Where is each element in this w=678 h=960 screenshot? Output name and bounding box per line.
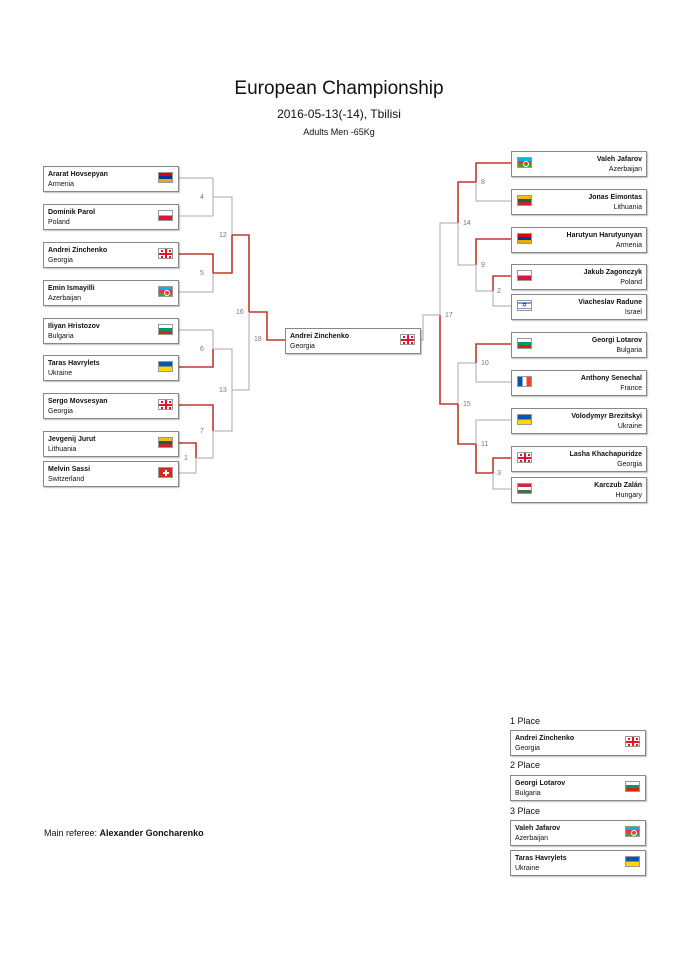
- competitor-box-right: [511, 294, 647, 320]
- match-number: 8: [481, 179, 485, 186]
- competitor-country: Georgia: [617, 461, 642, 468]
- first-place-box: [510, 730, 646, 756]
- poland-flag-icon: [158, 210, 173, 221]
- armenia-flag-icon: [517, 233, 532, 244]
- israel-flag-icon: ✡: [517, 300, 532, 311]
- competitor-country: Bulgaria: [515, 790, 541, 797]
- winner-path-line: [213, 235, 232, 273]
- competitor-box-left: [43, 204, 179, 230]
- third-place-label: 3 Place: [510, 806, 541, 816]
- bracket-line: [196, 431, 213, 458]
- competitor-name: Melvin Sassi: [48, 466, 91, 473]
- competitor-box-right: [511, 332, 647, 358]
- second-place-label: 2 Place: [510, 760, 541, 770]
- competitor-country: Georgia: [515, 745, 540, 752]
- competitor-country: Azerbaijan: [48, 295, 82, 302]
- match-number: 15: [463, 401, 471, 408]
- match-number: 18: [254, 336, 262, 343]
- competitor-name: Jonas Eimontas: [588, 194, 642, 201]
- match-number: 13: [219, 387, 227, 394]
- switzerland-flag-icon: [158, 467, 173, 478]
- page-title: European Championship: [234, 78, 444, 99]
- competitor-name: Volodymyr Brezitskyi: [571, 413, 642, 420]
- competitor-name: Harutyun Harutyunyan: [566, 232, 642, 239]
- competitor-box-left: [43, 280, 179, 306]
- competitor-box-left: [43, 166, 179, 192]
- competitor-country: Azerbaijan: [608, 166, 642, 173]
- competitor-country: Georgia: [48, 257, 73, 264]
- georgia-flag-icon: [625, 736, 640, 747]
- ukraine-flag-icon: [158, 361, 173, 372]
- match-number: 2: [497, 288, 501, 295]
- competitor-country: Bulgaria: [616, 347, 642, 354]
- winner-path-line: [493, 276, 511, 291]
- match-number: 5: [200, 270, 204, 277]
- ukraine-flag-icon: [625, 856, 640, 867]
- hungary-flag-icon: [517, 483, 532, 494]
- competitor-box-left: [43, 318, 179, 344]
- azerbaijan-flag-icon: [517, 157, 532, 168]
- third-place-box: [510, 820, 646, 846]
- armenia-flag-icon: [158, 172, 173, 183]
- first-place-label: 1 Place: [510, 716, 541, 726]
- competitor-country: Hungary: [615, 492, 642, 499]
- competitor-country: Ukraine: [48, 370, 73, 377]
- competitor-name: Iliyan Hristozov: [48, 323, 100, 330]
- competitor-box-right: [511, 408, 647, 434]
- competitor-name: Dominik Parol: [48, 209, 96, 216]
- bulgaria-flag-icon: [517, 338, 532, 349]
- bracket-line: [213, 349, 232, 390]
- event-date-location: 2016-05-13(-14), Tbilisi: [277, 107, 401, 121]
- match-number: 4: [200, 194, 204, 201]
- weight-category: Adults Men -65Kg: [303, 127, 375, 137]
- competitor-name: Jevgenij Jurut: [48, 436, 96, 443]
- bracket-line: [213, 390, 232, 431]
- competitor-box-right: [511, 189, 647, 215]
- competitor-country: Armenia: [615, 242, 642, 249]
- georgia-flag-icon: [158, 399, 173, 410]
- winner-path-line: [493, 458, 511, 473]
- competitor-name: Georgi Lotarov: [515, 780, 566, 787]
- match-number: 6: [200, 346, 204, 353]
- bracket-line: [213, 197, 232, 235]
- bracket-line: [458, 363, 476, 404]
- competitor-box-left: [43, 431, 179, 457]
- competitor-box-left: [43, 242, 179, 268]
- competitor-country: Ukraine: [617, 423, 642, 430]
- poland-flag-icon: [517, 270, 532, 281]
- winner-path-line: [178, 254, 213, 273]
- competitor-name: Georgi Lotarov: [591, 337, 642, 344]
- bracket-line: [178, 273, 213, 292]
- competitor-country: Armenia: [48, 181, 75, 188]
- bracket-line: [440, 223, 458, 315]
- competitor-name: Valeh Jafarov: [596, 156, 642, 163]
- match-number: 3: [497, 470, 501, 477]
- competitor-box-right: [511, 370, 647, 396]
- winner-path-line: [178, 349, 213, 367]
- competitor-country: Bulgaria: [48, 333, 74, 340]
- competitor-name: Andrei Zinchenko: [515, 735, 575, 742]
- match-number: 16: [236, 309, 244, 316]
- competitor-country: Georgia: [290, 343, 315, 350]
- winner-path-line: [458, 182, 476, 223]
- competitor-country: Switzerland: [48, 476, 85, 483]
- bracket-line: [178, 178, 213, 216]
- match-number: 14: [463, 220, 471, 227]
- competitor-name: Taras Havrylets: [48, 360, 100, 367]
- final-box: [285, 328, 421, 354]
- match-number: 10: [481, 360, 489, 367]
- competitor-box-right: [511, 477, 647, 503]
- bracket-line: [493, 291, 511, 306]
- georgia-flag-icon: [158, 248, 173, 259]
- referee-name: Alexander Goncharenko: [99, 828, 204, 838]
- bracket-line: [493, 473, 511, 489]
- competitor-country: France: [620, 385, 642, 392]
- main-referee: [44, 828, 204, 838]
- competitor-country: Poland: [620, 279, 642, 286]
- azerbaijan-flag-icon: [625, 826, 640, 837]
- bracket-line: [232, 312, 249, 390]
- second-place-box: [510, 775, 646, 801]
- match-number: 9: [481, 262, 485, 269]
- competitor-box-left: [43, 355, 179, 381]
- lithuania-flag-icon: [158, 437, 173, 448]
- competitor-country: Azerbaijan: [515, 835, 549, 842]
- competitor-box-left: [43, 461, 179, 487]
- competitor-country: Georgia: [48, 408, 73, 415]
- competitor-name: Andrei Zinchenko: [290, 333, 350, 340]
- france-flag-icon: [517, 376, 532, 387]
- competitor-country: Ukraine: [515, 865, 540, 872]
- competitor-name: Jakub Zagonczyk: [583, 269, 642, 276]
- competitor-name: Sergo Movsesyan: [48, 398, 108, 405]
- match-number: 12: [219, 232, 227, 239]
- winner-path-line: [178, 405, 213, 431]
- winner-path-line: [458, 404, 476, 444]
- winner-path-line: [476, 444, 493, 473]
- competitor-name: Valeh Jafarov: [515, 825, 561, 832]
- competitor-country: Poland: [48, 219, 70, 226]
- competitor-box-right: [511, 264, 647, 290]
- bulgaria-flag-icon: [158, 324, 173, 335]
- georgia-flag-icon: [400, 334, 415, 345]
- competitor-country: Israel: [624, 309, 642, 316]
- third-place-box: [510, 850, 646, 876]
- competitor-box-right: [511, 151, 647, 177]
- match-number: 1: [184, 455, 188, 462]
- competitor-box-right: [511, 227, 647, 253]
- competitor-box-left: [43, 393, 179, 419]
- competitor-name: Karczub Zalán: [594, 482, 642, 489]
- competitor-name: Emin Ismayilli: [48, 285, 95, 292]
- bracket-line: [178, 330, 213, 349]
- match-number: 7: [200, 428, 204, 435]
- azerbaijan-flag-icon: [158, 286, 173, 297]
- bulgaria-flag-icon: [625, 781, 640, 792]
- winner-path-line: [440, 315, 458, 404]
- match-number: 17: [445, 312, 453, 319]
- competitor-name: Andrei Zinchenko: [48, 247, 108, 254]
- ukraine-flag-icon: [517, 414, 532, 425]
- competitor-name: Anthony Senechal: [580, 375, 642, 382]
- competitor-name: Taras Havrylets: [515, 855, 567, 862]
- referee-label: Main referee:: [44, 828, 98, 838]
- winner-path-line: [232, 235, 249, 312]
- competitor-box-right: [511, 446, 647, 472]
- match-number: 11: [481, 441, 489, 448]
- georgia-flag-icon: [517, 452, 532, 463]
- bracket-line: [458, 223, 476, 265]
- lithuania-flag-icon: [517, 195, 532, 206]
- competitor-name: Lasha Khachapuridze: [569, 451, 642, 458]
- competitor-country: Lithuania: [48, 446, 77, 453]
- competitor-name: Ararat Hovsepyan: [48, 171, 108, 178]
- competitor-name: Viacheslav Radune: [578, 299, 642, 306]
- competitor-country: Lithuania: [613, 204, 642, 211]
